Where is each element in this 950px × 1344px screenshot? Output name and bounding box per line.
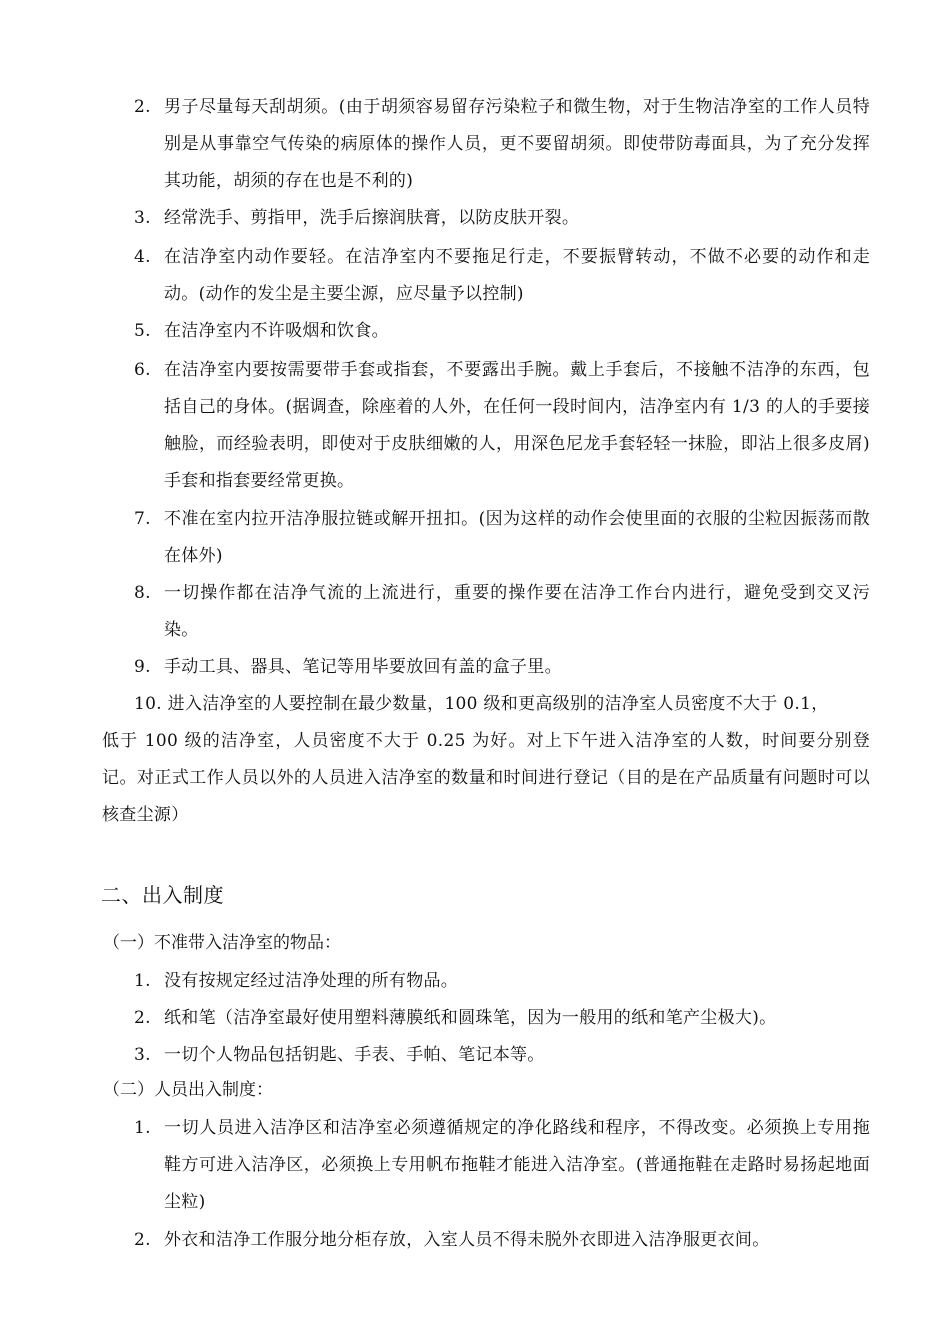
item-text: 手动工具、器具、笔记等用毕要放回有盖的盒子里。 [164,657,562,677]
item-number: 1. [134,1118,151,1138]
list-item [134,1037,870,1074]
list-item [134,963,870,1000]
item-text: 在洁净室内不许吸烟和饮食。 [164,321,389,341]
list-item [134,649,870,686]
item-text: 纸和笔（洁净室最好使用塑料薄膜纸和圆珠笔，因为一般用的纸和笔产尘极大)。 [164,1008,777,1028]
list-item [134,501,870,575]
item-text: 男子尽量每天刮胡须。(由于胡须容易留存污染粒子和微生物，对于生物洁净室的工作人员特别是从事靠空气传染的病原体的操作人员，更不要留胡须。即使带防毒面具，为了充分发挥其功能，胡须的存在也是不利的) [164,97,870,191]
item-10-first-line: 10. 进入洁净室的人要控制在最少数量，100 级和更高级别的洁净室人员密度不大于 0.1， [134,694,829,714]
item-number: 2. [134,1230,151,1250]
list-item [134,1000,870,1037]
item-number: 8. [134,583,151,603]
item-text: 在洁净室内要按需要带手套或指套，不要露出手腕。戴上手套后，不接触不洁净的东西，包括自己的身体。(据调查，除座着的人外，在任何一段时间内，洁净室内有 1/3 的人的手要接触脸，而经验表明，即使对于皮肤细嫩的人，用深色尼龙手套轻轻一抹脸，即沾上很多皮屑)手套和指套要经常更换。 [164,360,870,491]
item-number: 3. [134,1045,151,1065]
item-number: 4. [134,247,151,267]
item-number: 6. [134,360,151,380]
list-item [134,352,870,500]
item-number: 3. [134,208,151,228]
item-text: 一切个人物品包括钥匙、手表、手帕、笔记本等。 [164,1045,545,1065]
list-item [134,313,870,350]
item-number: 2. [134,1008,151,1028]
list-item [134,1222,870,1259]
item-text: 外衣和洁净工作服分地分柜存放，入室人员不得未脱外衣即进入洁净服更衣间。 [164,1230,770,1250]
item-10-continuation: 低于 100 级的洁净室，人员密度不大于 0.25 为好。对上下午进入洁净室的人数，时间要分别登记。对正式工作人员以外的人员进入洁净室的数量和时间进行登记（目的是在产品质量有问题时可以核查尘源） [102,731,870,825]
item-number: 5. [134,321,151,341]
list-item [134,239,870,313]
list-item [134,89,870,200]
item-number: 2. [134,97,151,117]
item-number: 9. [134,657,151,677]
item-text: 一切人员进入洁净区和洁净室必须遵循规定的净化路线和程序，不得改变。必须换上专用拖鞋方可进入洁净区，必须换上专用帆布拖鞋才能进入洁净室。(普通拖鞋在走路时易扬起地面尘粒) [164,1118,870,1212]
item-text: 一切操作都在洁净气流的上流进行，重要的操作要在洁净工作台内进行，避免受到交叉污染。 [164,583,870,640]
item-text: 经常洗手、剪指甲，洗手后擦润肤膏，以防皮肤开裂。 [164,208,580,228]
list-item [134,575,870,649]
list-item [134,200,870,237]
item-text: 没有按规定经过洁净处理的所有物品。 [164,971,459,991]
list-item [134,1110,870,1221]
item-number: 1. [134,971,151,991]
list-item-10 [102,686,870,834]
item-number: 7. [134,509,151,529]
subsection-title: （一）不准带入洁净室的物品： [103,933,341,953]
subsection-title: （二）人员出入制度： [103,1080,273,1100]
item-text: 在洁净室内动作要轻。在洁净室内不要拖足行走，不要振臂转动，不做不必要的动作和走动。(动作的发尘是主要尘源，应尽量予以控制) [164,247,870,304]
section-heading: 二、出入制度 [101,883,224,907]
item-text: 不准在室内拉开洁净服拉链或解开扭扣。(因为这样的动作会使里面的衣服的尘粒因振荡而散在体外) [164,509,870,566]
